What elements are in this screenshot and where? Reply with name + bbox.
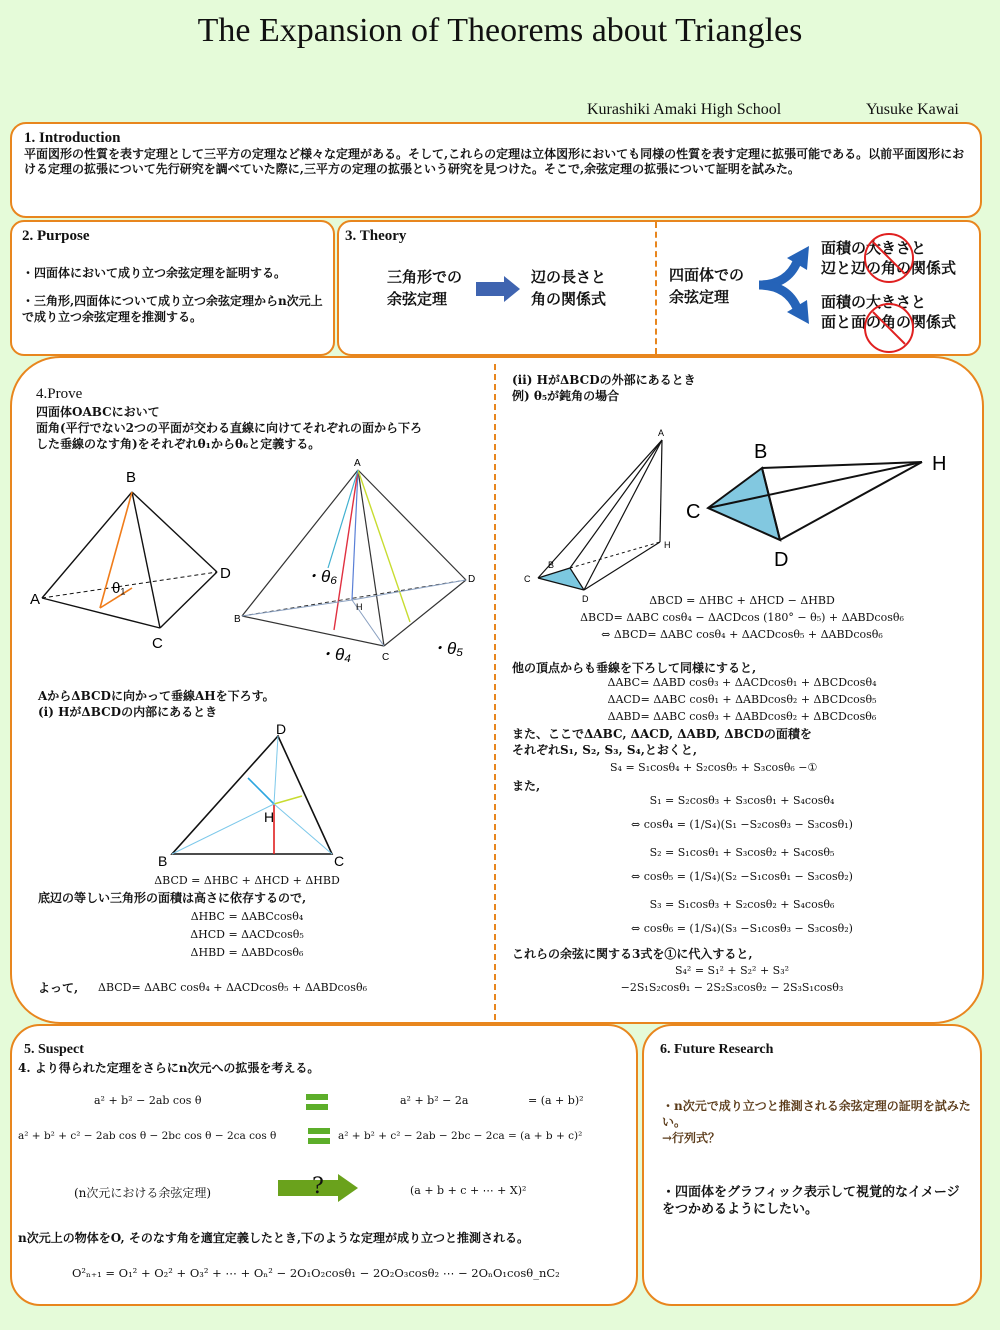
suspect-row3-right: (a + b + c + ⋯ + X)² [410, 1184, 527, 1197]
future-item-1-sub: →行列式？ [662, 1131, 721, 1145]
suspect-heading: 5. Suspect [24, 1042, 84, 1057]
theory-tet-line2: 余弦定理 [669, 288, 730, 306]
introduction-body: 平面図形の性質を表す定理として三平方の定理など様々な定理がある。そして,これらの定理は立体図形においても同様の性質を表す定理に拡張可能である。以前平面図形における定理の拡張について先行研究を調べていた際に,三平方の定理の拡張という研究を見つけた。そこで,余弦定理の拡張について証明を試みた。 [24, 147, 965, 176]
label-D: D [774, 549, 789, 571]
label-A: A [658, 428, 665, 438]
prove2-line1: (ⅱ) HがΔBCDの外部にあるとき [512, 373, 696, 387]
equation-hbd: ΔHBD = ΔABDcosθ₆ [190, 946, 304, 959]
equation-e15: −2S₁S₂cosθ₁ − 2S₂S₃cosθ₂ − 2S₃S₁cosθ₃ [620, 981, 844, 994]
label-D: D [582, 594, 589, 604]
suspect-row1-left: a² + b² − 2ab cos θ [94, 1094, 202, 1107]
label-theta6: ・θ₆ [304, 567, 338, 586]
future-item-2: ・四面体をグラフィック表示して視覚的なイメージをつかめるようにしたい。 [662, 1185, 960, 1217]
equals-icon [308, 1128, 330, 1134]
theory-up-line2: 辺と辺の角の関係式 [821, 259, 957, 277]
prove-line3: した垂線のなす角)をそれぞれθ₁からθ₆と定義する。 [36, 437, 321, 451]
equation-e5: ΔACD= ΔABC cosθ₁ + ΔABDcosθ₂ + ΔBCDcosθ₅ [607, 693, 877, 706]
theory-triangle-label [387, 266, 462, 310]
equation-e4: ΔABC= ΔABD cosθ₃ + ΔACDcosθ₁ + ΔBCDcosθ₄ [607, 676, 877, 689]
label-B: B [548, 560, 555, 570]
equation-e9: ⇔ cosθ₄ = (1/S₄)(S₁ −S₂cosθ₃ − S₃cosθ₁) [631, 818, 853, 831]
prove2-intro [512, 372, 696, 404]
suspect-row2-left: a² + b² + c² − 2ab cos θ − 2bc cos θ − 2ca cos θ [18, 1130, 277, 1142]
theory-left-line1: 三角形での [387, 268, 463, 286]
introduction-heading: 1. Introduction [24, 130, 121, 146]
prove-therefore: よって, [38, 981, 79, 995]
school-name: Kurashiki Amaki High School [587, 101, 782, 118]
suspect-section [10, 1024, 638, 1306]
prove2-line2: 例) θ₅が鈍角の場合 [512, 389, 620, 403]
suspect-row1-mid: a² + b² − 2a [400, 1094, 469, 1107]
label-D: D [220, 565, 231, 582]
theory-up-line1: 面積の大きさと [821, 239, 927, 257]
theory-tetra-label [669, 264, 744, 308]
future-heading: 6. Future Research [660, 1042, 774, 1057]
future-item-1: ・n次元で成り立つと推測される余弦定理の証明を試みたい。 [662, 1099, 971, 1129]
theory-right-line1: 辺の長さと [531, 268, 607, 286]
label-A: A [354, 458, 361, 469]
label-D: D [276, 721, 287, 737]
equation-e8: S₁ = S₂cosθ₃ + S₃cosθ₁ + S₄cosθ₄ [649, 794, 835, 807]
equation-e13: ⇔ cosθ₆ = (1/S₄)(S₃ −S₁cosθ₃ − S₃cosθ₂) [631, 922, 853, 935]
label-B: B [754, 441, 768, 463]
equation-e6: ΔABD= ΔABC cosθ₃ + ΔABDcosθ₂ + ΔBCDcosθ₆ [607, 710, 877, 723]
label-D: D [468, 574, 476, 585]
theory-relation-label [531, 266, 606, 310]
label-theta5: ・θ₅ [430, 639, 464, 658]
prove2-areas-text [512, 726, 812, 758]
theory-tet-line1: 四面体での [669, 266, 745, 284]
theory-down-line1: 面積の大きさと [821, 293, 927, 311]
prohibited-circle-icon [859, 228, 919, 288]
prove-height-text: 底辺の等しい三角形の面積は高さに依存するので, [38, 891, 307, 905]
theory-section [337, 220, 981, 356]
label-H: H [932, 453, 947, 475]
theory-right-line2: 角の関係式 [531, 290, 607, 308]
prove-heading: 4.Prove [36, 386, 83, 402]
label-theta1: θ₁ [112, 580, 126, 597]
suspect-final-equation: O²ₙ₊₁ = O₁² + O₂² + O₃² + ⋯ + Oₙ² − 2O₁O₂cosθ₁ − 2O₂O₃cosθ₂ ⋯ − 2OₙO₁cosθ_nC₂ [72, 1266, 560, 1280]
label-H: H [664, 540, 671, 550]
prove-line2: 面角(平行でない2つの平面が交わる直線に向けてそれぞれの面から下ろ [36, 421, 423, 435]
equation-e10: S₂ = S₁cosθ₁ + S₃cosθ₂ + S₄cosθ₅ [649, 846, 835, 859]
equation-e11: ⇔ cosθ₅ = (1/S₄)(S₂ −S₁cosθ₁ − S₃cosθ₂) [631, 870, 853, 883]
label-A: A [30, 591, 41, 608]
label-theta4: ・θ₄ [318, 645, 352, 664]
prove2-substitute: これらの余弦に関する3式を①に代入すると, [512, 947, 753, 961]
future-research-section [642, 1024, 982, 1306]
equation-bcd-result: ΔBCD= ΔABC cosθ₄ + ΔACDcosθ₅ + ΔABDcosθ₆ [98, 981, 367, 994]
purpose-heading: 2. Purpose [22, 228, 90, 244]
label-C: C [524, 574, 531, 584]
prohibited-circle-icon [859, 298, 919, 358]
arrow-right-icon [474, 274, 524, 304]
label-C: C [334, 853, 345, 869]
theory-down-line2: 面と面の角の関係式 [821, 313, 957, 331]
label-C: C [152, 635, 163, 652]
prove2-line4: また、ここでΔABC, ΔACD, ΔABD, ΔBCDの面積を [512, 727, 812, 741]
suspect-row1-right: = (a + b)² [528, 1094, 584, 1107]
purpose-section [10, 220, 335, 356]
equation-hbc: ΔHBC = ΔABCcosθ₄ [190, 910, 304, 923]
prove-line4: AからΔBCDに向かって垂線AHを下ろす。 [38, 689, 275, 703]
triangle-figure-3 [152, 722, 372, 872]
question-mark: ? [312, 1174, 324, 1199]
equals-icon [306, 1094, 328, 1100]
suspect-row2-right: a² + b² + c² − 2ab − 2bc − 2ca = (a + b + c)² [338, 1130, 583, 1142]
theory-left-line2: 余弦定理 [387, 290, 448, 308]
label-B: B [234, 614, 241, 625]
prove-perpendicular-text [38, 688, 275, 720]
author-name: Yusuke Kawai [866, 101, 959, 118]
equation-e7: S₄ = S₁cosθ₄ + S₂cosθ₅ + S₃cosθ₆ −① [610, 761, 818, 774]
suspect-intro: 4. より得られた定理をさらにn次元への拡張を考える。 [18, 1061, 320, 1075]
equation-bcd-sum: ΔBCD = ΔHBC + ΔHCD + ΔHBD [154, 874, 340, 887]
equation-e1: ΔBCD = ΔHBC + ΔHCD − ΔHBD [649, 594, 835, 607]
equation-hcd: ΔHCD = ΔACDcosθ₅ [190, 928, 304, 941]
prove2-line5: それぞれS₁, S₂, S₃, S₄,とおくと, [512, 743, 698, 757]
theory-heading: 3. Theory [345, 228, 407, 244]
purpose-item-1: ・四面体において成り立つ余弦定理を証明する。 [22, 266, 287, 280]
tetrahedron-figure-4 [518, 424, 688, 604]
equation-e3: ⇔ ΔBCD= ΔABC cosθ₄ + ΔACDcosθ₅ + ΔABDcosθ₆ [601, 628, 883, 641]
prove-intro [36, 404, 486, 452]
equation-e2: ΔBCD= ΔABC cosθ₄ − ΔACDcos (180° − θ₅) + ΔABDcosθ₆ [580, 611, 904, 624]
purpose-item-2: ・三角形,四面体について成り立つ余弦定理からn次元上で成り立つ余弦定理を推測する。 [22, 294, 323, 324]
tetrahedron-figure-2 [234, 450, 484, 680]
label-B: B [158, 853, 168, 869]
theory-divider [655, 222, 657, 354]
prove2-also: また, [512, 779, 541, 793]
split-arrow-icon [757, 240, 827, 330]
prove2-other-vertices: 他の頂点からも垂線を下ろして同様にすると, [512, 661, 757, 675]
equation-e14: S₄² = S₁² + S₂² + S₃² [674, 964, 790, 977]
tetrahedron-figure-5 [684, 434, 984, 574]
suspect-row3-left: (n次元における余弦定理) [74, 1186, 212, 1200]
equation-e12: S₃ = S₁cosθ₃ + S₂cosθ₂ + S₄cosθ₆ [649, 898, 835, 911]
prove-divider [494, 364, 496, 1020]
label-C: C [686, 501, 701, 523]
label-C: C [382, 652, 390, 663]
prove-section [10, 356, 984, 1024]
tetrahedron-figure-1 [32, 468, 252, 658]
label-H: H [264, 809, 275, 825]
introduction-section [10, 122, 982, 218]
poster-title: The Expansion of Theorems about Triangles [197, 12, 803, 49]
prove-line1: 四面体OABCにおいて [36, 405, 160, 419]
label-B: B [126, 469, 137, 486]
suspect-conjecture-text: n次元上の物体をO, そのなす角を適宜定義したとき,下のような定理が成り立つと推測される。 [18, 1231, 530, 1245]
label-H: H [356, 602, 363, 612]
prove-line5: (ⅰ) HがΔBCDの内部にあるとき [38, 705, 218, 719]
